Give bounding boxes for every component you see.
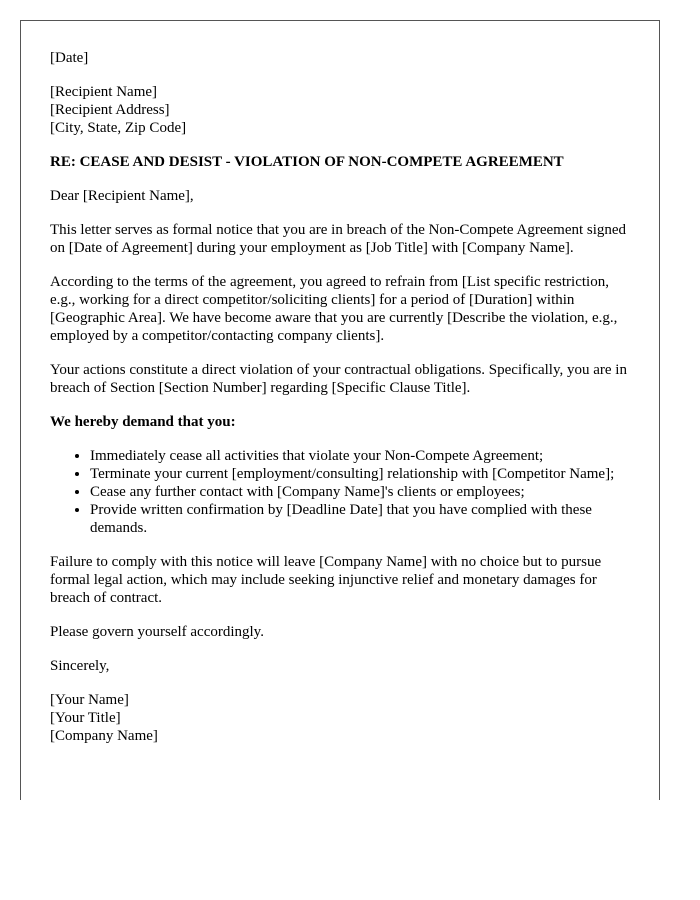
body-paragraph: According to the terms of the agreement, you agreed to refrain from [List specific restriction, e.g., working for a direct competitor/soliciting clients] for a period of [Duration] within [Geographic Area]. We have become aware that you are currently [Describe the violation, e.g., employed by a competitor/contacting company clients]. (50, 274, 618, 344)
signature-block (50, 691, 630, 745)
signature-title: [Your Title] (50, 710, 121, 726)
recipient-name: [Recipient Name] (50, 84, 158, 100)
letter-date: [Date] (50, 50, 89, 66)
consequence-paragraph: Failure to comply with this notice will leave [Company Name] with no choice but to pursue formal legal action, which may include seeking injunctive relief and monetary damages for breach of contract. (50, 554, 602, 606)
closing-line: Please govern yourself accordingly. (50, 624, 264, 640)
salutation: Dear [Recipient Name], (50, 188, 194, 204)
demand-item: • Provide written confirmation by [Deadline Date] that you have complied with these demands. (90, 501, 630, 537)
recipient-address: [Recipient Address] (50, 102, 170, 118)
body-paragraph: This letter serves as formal notice that you are in breach of the Non-Compete Agreement signed on [Date of Agreement] during your employment as [Job Title] with [Company Name]. (50, 222, 627, 256)
signature-company: [Company Name] (50, 728, 158, 744)
recipient-city-state-zip: [City, State, Zip Code] (50, 120, 187, 136)
letter-page (20, 20, 660, 800)
subject-line: RE: CEASE AND DESIST - VIOLATION OF NON-COMPETE AGREEMENT (50, 154, 564, 170)
signature-name: [Your Name] (50, 692, 129, 708)
sign-off: Sincerely, (50, 658, 110, 674)
demand-item: • Terminate your current [employment/consulting] relationship with [Competitor Name]; (90, 465, 630, 483)
demand-item: • Immediately cease all activities that violate your Non-Compete Agreement; (90, 447, 630, 465)
recipient-block (50, 83, 630, 137)
demand-item: • Cease any further contact with [Company Name]'s clients or employees; (90, 483, 630, 501)
demand-list (50, 447, 630, 537)
demand-heading: We hereby demand that you: (50, 414, 236, 430)
body-paragraph: Your actions constitute a direct violation of your contractual obligations. Specifically, you are in breach of Section [Section Number] regarding [Specific Clause Title]. (50, 362, 627, 396)
